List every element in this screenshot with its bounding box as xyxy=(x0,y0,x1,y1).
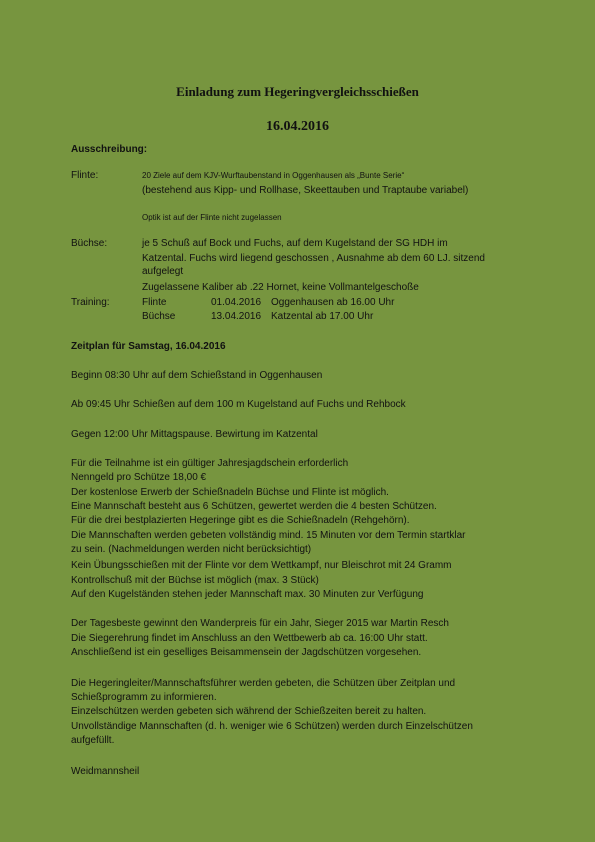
document-date: 16.04.2016 xyxy=(266,119,329,134)
zeitplan-item: Gegen 12:00 Uhr Mittagspause. Bewirtung im Katzental xyxy=(71,429,318,440)
zeitplan-heading: Zeitplan für Samstag, 16.04.2016 xyxy=(71,341,226,352)
buechse-line-3: aufgelegt xyxy=(142,266,184,277)
flinte-note: Optik ist auf der Flinte nicht zugelassen xyxy=(142,213,282,222)
zeitplan-item: Beginn 08:30 Uhr auf dem Schießstand in Oggenhausen xyxy=(71,370,323,381)
buechse-line-4: Zugelassene Kaliber ab .22 Hornet, keine Vollmantelgeschoße xyxy=(142,282,419,293)
flinte-line-1: 20 Ziele auf dem KJV-Wurftaubenstand in Oggenhausen als „Bunte Serie“ xyxy=(142,171,405,180)
closing-greeting: Weidmannsheil xyxy=(71,766,140,777)
bedingung-line: Für die drei bestplazierten Hegeringe gibt es die Schießnadeln (Rehgehörn). xyxy=(71,515,410,526)
bedingung-line: zu sein. (Nachmeldungen werden nicht berücksichtigt) xyxy=(71,544,312,555)
training-place: Katzental ab 17.00 Uhr xyxy=(271,311,374,322)
siegerehrung-line: Der Tagesbeste gewinnt den Wanderpreis für ein Jahr, Sieger 2015 war Martin Resch xyxy=(71,618,449,629)
bedingung-line: Nenngeld pro Schütze 18,00 € xyxy=(71,472,207,483)
training-date: 13.04.2016 xyxy=(211,311,262,322)
training-place: Oggenhausen ab 16.00 Uhr xyxy=(271,297,395,308)
bedingung-line: Auf den Kugelständen stehen jeder Mannschaft max. 30 Minuten zur Verfügung xyxy=(71,589,424,600)
buechse-line-2: Katzental. Fuchs wird liegend geschossen , Ausnahme ab dem 60 LJ. sitzend xyxy=(142,253,485,264)
hinweis-line: Schießprogramm zu informieren. xyxy=(71,692,217,703)
training-weapon: Büchse xyxy=(142,311,176,322)
bedingung-line: Eine Mannschaft besteht aus 6 Schützen, gewertet werden die 4 besten Schützen. xyxy=(71,501,437,512)
hinweis-line: aufgefüllt. xyxy=(71,735,115,746)
buechse-label: Büchse: xyxy=(71,238,108,249)
document-title: Einladung zum Hegeringvergleichsschießen xyxy=(176,84,419,99)
hinweis-line: Einzelschützen werden gebeten sich während der Schießzeiten bereit zu halten. xyxy=(71,706,427,717)
training-label: Training: xyxy=(71,297,110,308)
hinweis-line: Die Hegeringleiter/Mannschaftsführer werden gebeten, die Schützen über Zeitplan und xyxy=(71,678,456,689)
ausschreibung-heading: Ausschreibung: xyxy=(71,144,148,155)
flinte-line-2: (bestehend aus Kipp- und Rollhase, Skeettauben und Traptaube variabel) xyxy=(142,185,469,196)
zeitplan-item: Ab 09:45 Uhr Schießen auf dem 100 m Kugelstand auf Fuchs und Rehbock xyxy=(71,399,406,410)
hinweis-line: Unvollständige Mannschaften (d. h. weniger wie 6 Schützen) werden durch Einzelschützen xyxy=(71,721,473,732)
bedingung-line: Kontrollschuß mit der Büchse ist möglich (max. 3 Stück) xyxy=(71,575,319,586)
training-weapon: Flinte xyxy=(142,297,167,308)
buechse-line-1: je 5 Schuß auf Bock und Fuchs, auf dem Kugelstand der SG HDH im xyxy=(142,238,448,249)
bedingung-line: Für die Teilnahme ist ein gültiger Jahresjagdschein erforderlich xyxy=(71,458,349,469)
bedingung-line: Kein Übungsschießen mit der Flinte vor dem Wettkampf, nur Bleischrot mit 24 Gramm xyxy=(71,560,452,571)
bedingung-line: Die Mannschaften werden gebeten vollständig mind. 15 Minuten vor dem Termin startklar xyxy=(71,530,466,541)
siegerehrung-line: Die Siegerehrung findet im Anschluss an den Wettbewerb ab ca. 16:00 Uhr statt. xyxy=(71,633,428,644)
siegerehrung-line: Anschließend ist ein geselliges Beisammensein der Jagdschützen vorgesehen. xyxy=(71,647,422,658)
training-date: 01.04.2016 xyxy=(211,297,262,308)
flinte-label: Flinte: xyxy=(71,170,99,181)
bedingung-line: Der kostenlose Erwerb der Schießnadeln Büchse und Flinte ist möglich. xyxy=(71,487,389,498)
